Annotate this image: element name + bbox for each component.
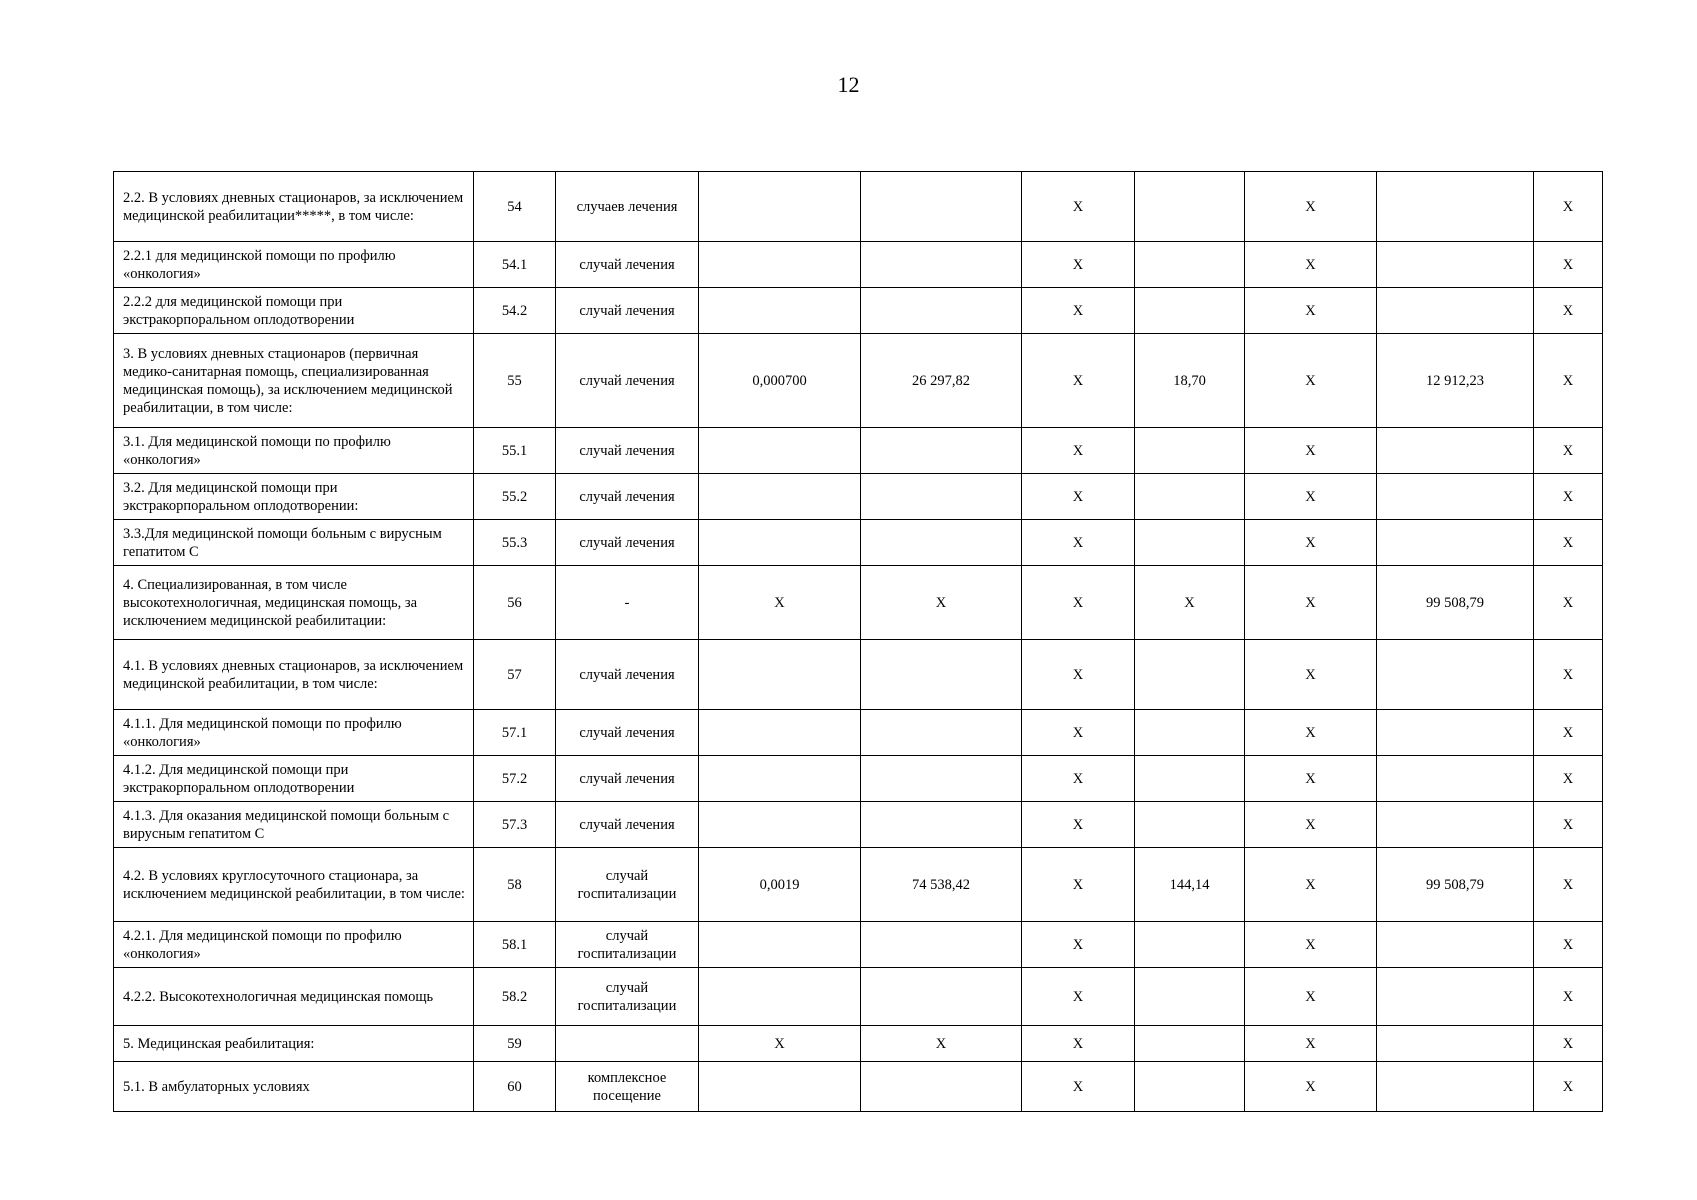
cell-cost-norm [861, 474, 1022, 520]
cell-volume-norm: 0,0019 [699, 848, 861, 922]
cell-unit: случай лечения [556, 428, 699, 474]
cell-col-10: X [1534, 1026, 1603, 1062]
cell-col-10: X [1534, 520, 1603, 566]
table-row [114, 566, 1603, 640]
cell-col-7 [1135, 520, 1245, 566]
cell-line-number: 57.2 [474, 756, 556, 802]
cell-description: 4.1. В условиях дневных стационаров, за исключением медицинской реабилитации, в том числе: [114, 640, 474, 710]
table-row [114, 640, 1603, 710]
cell-description: 3.3.Для медицинской помощи больным с вирусным гепатитом С [114, 520, 474, 566]
cell-cost-norm [861, 288, 1022, 334]
cell-col-6: X [1022, 474, 1135, 520]
table-row [114, 428, 1603, 474]
cell-col-7: 18,70 [1135, 334, 1245, 428]
cell-line-number: 55.1 [474, 428, 556, 474]
cell-col-9 [1377, 710, 1534, 756]
cell-line-number: 59 [474, 1026, 556, 1062]
cell-col-6: X [1022, 848, 1135, 922]
cell-col-6: X [1022, 1062, 1135, 1112]
cell-col-7 [1135, 242, 1245, 288]
cell-cost-norm: X [861, 1026, 1022, 1062]
cell-unit: случай лечения [556, 334, 699, 428]
cell-description: 4.2. В условиях круглосуточного стационара, за исключением медицинской реабилитации, в том числе: [114, 848, 474, 922]
cell-line-number: 56 [474, 566, 556, 640]
cell-col-7 [1135, 756, 1245, 802]
cell-description: 3.2. Для медицинской помощи при экстракорпоральном оплодотворении: [114, 474, 474, 520]
cell-volume-norm [699, 640, 861, 710]
cell-unit: случай лечения [556, 710, 699, 756]
cell-col-9: 99 508,79 [1377, 848, 1534, 922]
cell-col-10: X [1534, 334, 1603, 428]
cell-line-number: 55.2 [474, 474, 556, 520]
cell-col-7 [1135, 172, 1245, 242]
cell-col-9 [1377, 756, 1534, 802]
cell-col-8: X [1245, 1062, 1377, 1112]
cell-col-7: X [1135, 566, 1245, 640]
cell-col-9 [1377, 968, 1534, 1026]
cell-description: 5.1. В амбулаторных условиях [114, 1062, 474, 1112]
table-row [114, 922, 1603, 968]
cell-unit: случай лечения [556, 288, 699, 334]
cell-col-8: X [1245, 848, 1377, 922]
cell-cost-norm [861, 1062, 1022, 1112]
cell-description: 4.1.1. Для медицинской помощи по профилю «онкология» [114, 710, 474, 756]
cell-description: 4.1.3. Для оказания медицинской помощи больным с вирусным гепатитом С [114, 802, 474, 848]
cell-line-number: 55.3 [474, 520, 556, 566]
cell-col-8: X [1245, 640, 1377, 710]
cell-col-7 [1135, 288, 1245, 334]
cell-cost-norm [861, 520, 1022, 566]
cell-col-10: X [1534, 802, 1603, 848]
cell-volume-norm [699, 474, 861, 520]
cell-volume-norm: X [699, 566, 861, 640]
cell-col-10: X [1534, 428, 1603, 474]
table-row [114, 242, 1603, 288]
cell-line-number: 57 [474, 640, 556, 710]
table-row [114, 520, 1603, 566]
cell-col-7 [1135, 474, 1245, 520]
cell-line-number: 58.2 [474, 968, 556, 1026]
cell-col-6: X [1022, 172, 1135, 242]
cell-unit [556, 1026, 699, 1062]
cell-col-10: X [1534, 474, 1603, 520]
cell-volume-norm [699, 172, 861, 242]
table-row [114, 848, 1603, 922]
cell-line-number: 54.2 [474, 288, 556, 334]
cell-col-8: X [1245, 288, 1377, 334]
cell-cost-norm [861, 640, 1022, 710]
cell-col-7: 144,14 [1135, 848, 1245, 922]
cell-description: 3.1. Для медицинской помощи по профилю «онкология» [114, 428, 474, 474]
cell-col-9 [1377, 802, 1534, 848]
cell-cost-norm [861, 922, 1022, 968]
cell-col-6: X [1022, 710, 1135, 756]
cell-col-7 [1135, 922, 1245, 968]
cell-col-9: 99 508,79 [1377, 566, 1534, 640]
cell-cost-norm [861, 172, 1022, 242]
cell-volume-norm: X [699, 1026, 861, 1062]
cell-cost-norm: 74 538,42 [861, 848, 1022, 922]
cell-description: 4.2.2. Высокотехнологичная медицинская помощь [114, 968, 474, 1026]
cell-col-6: X [1022, 520, 1135, 566]
cell-col-10: X [1534, 710, 1603, 756]
cell-col-10: X [1534, 968, 1603, 1026]
cell-cost-norm [861, 968, 1022, 1026]
cell-col-6: X [1022, 640, 1135, 710]
cell-col-8: X [1245, 756, 1377, 802]
cell-line-number: 54 [474, 172, 556, 242]
cell-col-9 [1377, 922, 1534, 968]
cell-col-7 [1135, 1062, 1245, 1112]
cell-description: 4.2.1. Для медицинской помощи по профилю «онкология» [114, 922, 474, 968]
cell-col-6: X [1022, 802, 1135, 848]
cell-volume-norm [699, 1062, 861, 1112]
cell-volume-norm [699, 802, 861, 848]
cell-col-9 [1377, 242, 1534, 288]
cell-line-number: 58.1 [474, 922, 556, 968]
cell-col-8: X [1245, 474, 1377, 520]
cell-volume-norm [699, 922, 861, 968]
cell-col-9 [1377, 474, 1534, 520]
cell-col-8: X [1245, 922, 1377, 968]
cell-col-10: X [1534, 172, 1603, 242]
cell-col-8: X [1245, 428, 1377, 474]
cell-line-number: 54.1 [474, 242, 556, 288]
cell-unit: случай лечения [556, 802, 699, 848]
cell-volume-norm [699, 288, 861, 334]
cell-description: 2.2.1 для медицинской помощи по профилю «онкология» [114, 242, 474, 288]
cell-col-10: X [1534, 1062, 1603, 1112]
table-row [114, 474, 1603, 520]
table-row [114, 334, 1603, 428]
cell-volume-norm [699, 968, 861, 1026]
cell-unit: случай госпитализации [556, 848, 699, 922]
page-number: 12 [837, 72, 860, 97]
cell-cost-norm [861, 802, 1022, 848]
cell-line-number: 60 [474, 1062, 556, 1112]
cell-volume-norm [699, 428, 861, 474]
cell-col-9 [1377, 428, 1534, 474]
cell-col-6: X [1022, 242, 1135, 288]
cell-unit: случай лечения [556, 756, 699, 802]
cell-col-7 [1135, 428, 1245, 474]
cell-col-9 [1377, 172, 1534, 242]
cell-description: 3. В условиях дневных стационаров (первичная медико-санитарная помощь, специализированная медицинская помощь), за исключением медицинской реабилитации, в том числе: [114, 334, 474, 428]
cell-col-8: X [1245, 520, 1377, 566]
cell-col-6: X [1022, 756, 1135, 802]
cell-col-9 [1377, 520, 1534, 566]
cell-col-6: X [1022, 566, 1135, 640]
cell-col-10: X [1534, 288, 1603, 334]
cell-description: 4. Специализированная, в том числе высокотехнологичная, медицинская помощь, за исключением медицинской реабилитации: [114, 566, 474, 640]
cell-col-7 [1135, 968, 1245, 1026]
cell-col-8: X [1245, 242, 1377, 288]
cell-col-7 [1135, 640, 1245, 710]
cell-col-10: X [1534, 756, 1603, 802]
cell-volume-norm [699, 710, 861, 756]
cell-description: 2.2. В условиях дневных стационаров, за исключением медицинской реабилитации*****, в том числе: [114, 172, 474, 242]
cell-col-8: X [1245, 1026, 1377, 1062]
table-row [114, 968, 1603, 1026]
cell-cost-norm [861, 756, 1022, 802]
cell-col-6: X [1022, 288, 1135, 334]
cell-col-7 [1135, 710, 1245, 756]
cell-col-9 [1377, 640, 1534, 710]
cell-unit: комплексное посещение [556, 1062, 699, 1112]
table-row [114, 1062, 1603, 1112]
table-row [114, 802, 1603, 848]
cell-col-7 [1135, 1026, 1245, 1062]
cell-unit: случай госпитализации [556, 968, 699, 1026]
cell-cost-norm [861, 710, 1022, 756]
cell-unit: случай лечения [556, 640, 699, 710]
cell-col-6: X [1022, 334, 1135, 428]
cell-line-number: 55 [474, 334, 556, 428]
cell-col-6: X [1022, 1026, 1135, 1062]
cell-col-10: X [1534, 242, 1603, 288]
cell-description: 2.2.2 для медицинской помощи при экстракорпоральном оплодотворении [114, 288, 474, 334]
cell-col-10: X [1534, 640, 1603, 710]
table-row [114, 288, 1603, 334]
cell-cost-norm: X [861, 566, 1022, 640]
cell-col-10: X [1534, 566, 1603, 640]
data-table [113, 171, 1603, 1112]
cell-unit: случаев лечения [556, 172, 699, 242]
cell-col-8: X [1245, 802, 1377, 848]
cell-col-8: X [1245, 566, 1377, 640]
cell-cost-norm: 26 297,82 [861, 334, 1022, 428]
cell-description: 5. Медицинская реабилитация: [114, 1026, 474, 1062]
cell-volume-norm: 0,000700 [699, 334, 861, 428]
cell-col-9: 12 912,23 [1377, 334, 1534, 428]
cell-volume-norm [699, 520, 861, 566]
cell-col-10: X [1534, 922, 1603, 968]
cell-unit: случай лечения [556, 520, 699, 566]
cell-col-8: X [1245, 172, 1377, 242]
table-row [114, 756, 1603, 802]
cell-col-6: X [1022, 968, 1135, 1026]
table-row [114, 172, 1603, 242]
cell-volume-norm [699, 756, 861, 802]
cell-col-8: X [1245, 968, 1377, 1026]
cell-col-9 [1377, 1026, 1534, 1062]
cell-col-10: X [1534, 848, 1603, 922]
cell-cost-norm [861, 242, 1022, 288]
cell-col-8: X [1245, 710, 1377, 756]
cell-description: 4.1.2. Для медицинской помощи при экстракорпоральном оплодотворении [114, 756, 474, 802]
table-row [114, 1026, 1603, 1062]
cell-col-6: X [1022, 922, 1135, 968]
cell-unit: случай госпитализации [556, 922, 699, 968]
cell-line-number: 57.1 [474, 710, 556, 756]
cell-line-number: 58 [474, 848, 556, 922]
cell-unit: случай лечения [556, 242, 699, 288]
cell-col-9 [1377, 1062, 1534, 1112]
cell-col-9 [1377, 288, 1534, 334]
table-row [114, 710, 1603, 756]
cell-col-6: X [1022, 428, 1135, 474]
cell-unit: случай лечения [556, 474, 699, 520]
cell-cost-norm [861, 428, 1022, 474]
cell-line-number: 57.3 [474, 802, 556, 848]
cell-col-8: X [1245, 334, 1377, 428]
cell-unit: - [556, 566, 699, 640]
cell-volume-norm [699, 242, 861, 288]
cell-col-7 [1135, 802, 1245, 848]
